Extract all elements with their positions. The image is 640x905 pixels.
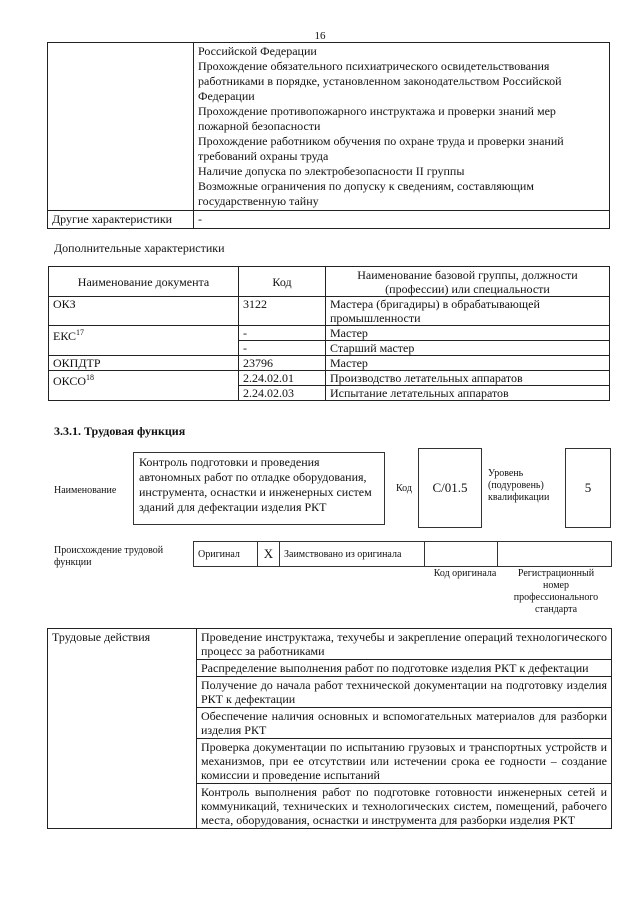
reg-number-label: Регистрационный номер профессионального стандарта (513, 568, 599, 615)
table-row (49, 356, 610, 371)
labor-action-item: Получение до начала работ технической документации на подготовку изделия РКТ к дефектации (197, 677, 612, 708)
labor-actions-table (47, 628, 612, 829)
group-name-cell: Старший мастер (326, 341, 610, 356)
doc-name: ОКСО (53, 374, 87, 388)
requirement-item: Возможные ограничения по допуску к сведениям, составляющим государственную тайну (198, 179, 534, 208)
origin-label: Происхождение трудовой функции (54, 545, 164, 568)
labor-actions-label: Трудовые действия (48, 629, 197, 829)
doc-name: ЕКС (53, 329, 77, 343)
code-cell: 2.24.02.03 (239, 386, 326, 401)
function-code-box: С/01.5 (418, 448, 482, 528)
group-name-cell: Мастер (326, 356, 610, 371)
labor-action-item: Обеспечение наличия основных и вспомогательных материалов для разборки изделия РКТ (197, 708, 612, 739)
labor-action-item: Распределение выполнения работ по подготовке изделия РКТ к дефектации (197, 660, 612, 677)
header-group-name: Наименование базовой группы, должности (профессии) или специальности (326, 267, 610, 297)
doc-cell (49, 326, 239, 356)
labor-action-item: Контроль выполнения работ по подготовке готовности инженерных сетей и коммуникаций, технических и технологических систем, помещений, рабочего места, оборудования, оснастки и инструмента для разборки изделия РКТ (197, 784, 612, 829)
table-header-row (49, 267, 610, 297)
group-name-cell: Мастера (бригадиры) в обрабатывающей промышленности (326, 297, 610, 326)
code-original-label: Код оригинала (433, 568, 497, 579)
qualification-level-box: 5 (565, 448, 611, 528)
additional-characteristics-title: Дополнительные характеристики (54, 241, 225, 255)
group-name-cell: Испытание летательных аппаратов (326, 386, 610, 401)
reg-number-cell (498, 542, 611, 566)
table-row (49, 371, 610, 386)
requirements-table (47, 42, 610, 229)
other-characteristics-label: Другие характеристики (48, 211, 194, 229)
labor-action-item: Проведение инструктажа, техучебы и закрепление операций технологического процесс за работниками (197, 629, 612, 660)
header-code: Код (239, 267, 326, 297)
requirement-item: Прохождение работником обучения по охране труда и проверки знаний требований охраны труда (198, 134, 564, 163)
doc-cell (49, 371, 239, 401)
requirement-item: Наличие допуска по электробезопасности II группы (198, 164, 465, 178)
table-cell-empty (48, 43, 194, 211)
requirement-item: Прохождение обязательного психиатрического освидетельствования работниками в порядке, установленном законодательством Российской Федерации (198, 59, 562, 103)
original-label: Оригинал (194, 542, 258, 566)
function-name-box: Контроль подготовки и проведения автономных работ по отладке оборудования, инструмента, оснастки и инженерных систем зданий для дефектации изделия РКТ (133, 452, 385, 525)
table-row (48, 211, 610, 229)
code-cell: 2.24.02.01 (239, 371, 326, 386)
group-name-cell: Мастер (326, 326, 610, 341)
group-name-cell: Производство летательных аппаратов (326, 371, 610, 386)
code-original-cell (425, 542, 498, 566)
requirement-item: Российской Федерации (198, 44, 317, 58)
qualification-level-label: Уровень (подуровень) квалификации (488, 468, 550, 503)
table-row (48, 629, 612, 660)
doc-cell: ОКЗ (49, 297, 239, 326)
requirements-cell (194, 43, 610, 211)
origin-row (193, 541, 612, 567)
table-row (49, 297, 610, 326)
table-row (49, 326, 610, 341)
code-cell: - (239, 326, 326, 341)
page-number: 16 (314, 30, 326, 42)
requirement-item: Прохождение противопожарного инструктажа и проверки знаний мер пожарной безопасности (198, 104, 556, 133)
header-doc-name: Наименование документа (49, 267, 239, 297)
section-title: 3.3.1. Трудовая функция (54, 424, 186, 438)
function-name-label: Наименование (54, 485, 117, 496)
table-row (48, 43, 610, 211)
footnote-ref: 17 (76, 328, 85, 337)
code-cell: 3122 (239, 297, 326, 326)
borrowed-label: Заимствовано из оригинала (280, 542, 425, 566)
code-cell: 23796 (239, 356, 326, 371)
doc-cell: ОКПДТР (49, 356, 239, 371)
code-cell: - (239, 341, 326, 356)
other-characteristics-value: - (194, 211, 610, 229)
original-mark: X (258, 542, 280, 566)
footnote-ref: 18 (86, 373, 95, 382)
function-code-label: Код (396, 483, 412, 494)
additional-characteristics-table (48, 266, 610, 401)
labor-action-item: Проверка документации по испытанию грузовых и транспортных устройств и механизмов, при ее отсутствии или истечении срока ее годности – создание комиссии и проведение испытаний (197, 739, 612, 784)
